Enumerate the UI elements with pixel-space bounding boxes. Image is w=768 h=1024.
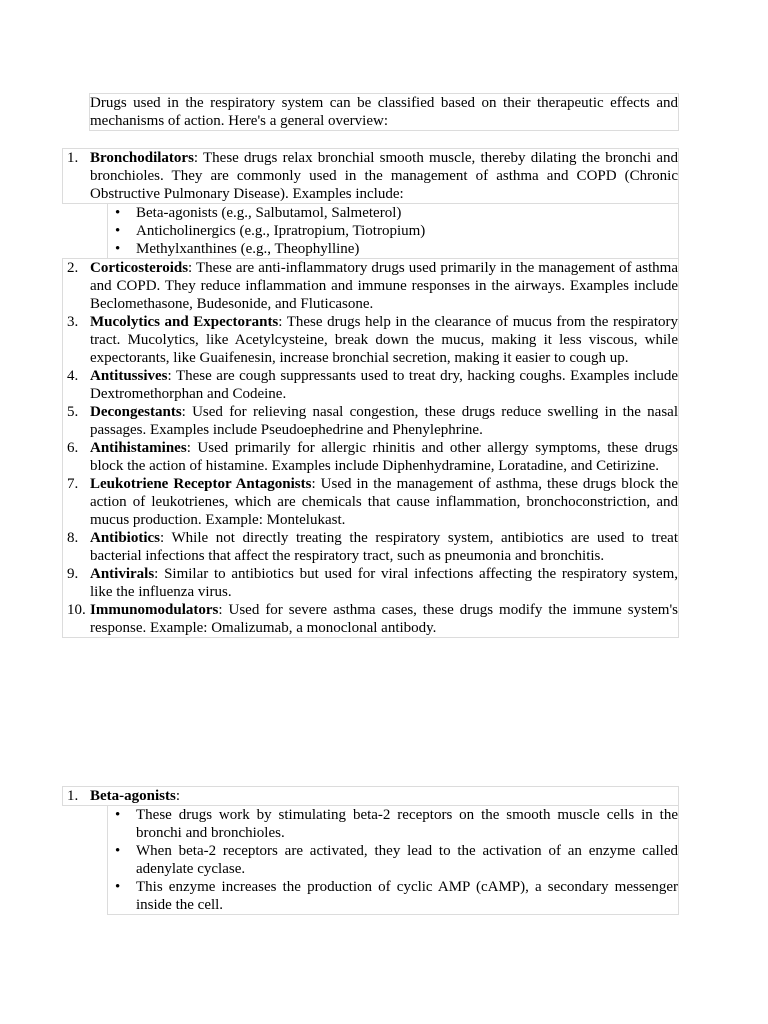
item-term: Mucolytics and Expectorants <box>90 314 279 330</box>
item-number: 3. <box>67 314 79 330</box>
item-number: 8. <box>67 530 79 546</box>
item-description: : While not directly treating the respiratory system, antibiotics are used to treat bacterial infections that affect the respiratory tract, such as pneumonia and bronchitis. <box>90 530 678 564</box>
item-content <box>90 403 678 439</box>
item-term: Bronchodilators <box>90 150 194 166</box>
drug-classes-list-part-2 <box>62 258 679 638</box>
item-term: Immunomodulators <box>90 602 219 618</box>
item-description: : <box>175 788 181 804</box>
item-term: Antihistamines <box>90 440 187 456</box>
item-content <box>90 367 678 403</box>
item-number: 9. <box>67 566 79 582</box>
list-item-corticosteroids <box>67 259 678 313</box>
intro-paragraph: Drugs used in the respiratory system can be classified based on their therapeutic effects and mechanisms of action. Here's a general overview: <box>90 95 678 129</box>
list-item: • When beta-2 receptors are activated, they lead to the activation of an enzyme called adenylate cyclase. <box>136 842 678 878</box>
item-content <box>90 259 678 313</box>
list-item-leukotriene-antagonists <box>67 475 678 529</box>
beta-agonist-mechanism-list <box>107 805 679 915</box>
item-content <box>90 601 678 637</box>
bullet-list <box>136 204 678 258</box>
item-number: 2. <box>67 260 79 276</box>
item-term: Beta-agonists <box>90 788 176 804</box>
item-content <box>90 149 678 203</box>
item-number: 5. <box>67 404 79 420</box>
item-term: Leukotriene Receptor Antagonists <box>90 476 312 492</box>
list-item: • Beta-agonists (e.g., Salbutamol, Salmeterol) <box>136 204 678 222</box>
item-number: 10. <box>67 602 86 618</box>
item-term: Antibiotics <box>90 530 161 546</box>
item-term: Antivirals <box>90 566 155 582</box>
list-item-antivirals <box>67 565 678 601</box>
item-content <box>90 475 678 529</box>
list-item-antihistamines <box>67 439 678 475</box>
item-number: 4. <box>67 368 79 384</box>
drug-classes-list-part-1 <box>62 148 679 204</box>
list-item: • Methylxanthines (e.g., Theophylline) <box>136 240 678 258</box>
item-term: Corticosteroids <box>90 260 189 276</box>
item-term: Antitussives <box>90 368 168 384</box>
item-description: : These are cough suppressants used to treat dry, hacking coughs. Examples include Dextromethorphan and Codeine. <box>90 368 678 402</box>
item-description: : Used primarily for allergic rhinitis and other allergy symptoms, these drugs block the action of histamine. Examples include Diphenhydramine, Loratadine, and Cetirizine. <box>90 440 678 474</box>
item-term: Decongestants <box>90 404 182 420</box>
item-number: 1. <box>67 788 79 804</box>
list-item: • This enzyme increases the production of cyclic AMP (cAMP), a secondary messenger inside the cell. <box>136 878 678 914</box>
item-description: : These are anti-inflammatory drugs used primarily in the management of asthma and COPD. They reduce inflammation and immune responses in the airways. Examples include Beclomethasone, Budesonide, and Fluticasone. <box>90 260 678 312</box>
bullet-list <box>136 806 678 914</box>
list-item: • These drugs work by stimulating beta-2 receptors on the smooth muscle cells in the bronchi and bronchioles. <box>136 806 678 842</box>
item-number: 7. <box>67 476 79 492</box>
list-item-immunomodulators <box>67 601 678 637</box>
item-description: : Similar to antibiotics but used for viral infections affecting the respiratory system, like the influenza virus. <box>90 566 678 600</box>
item-description: : Used in the management of asthma, these drugs block the action of leukotrienes, which are chemicals that cause inflammation, bronchoconstriction, and mucus production. Example: Montelukast. <box>90 476 678 528</box>
item-description: : Used for relieving nasal congestion, these drugs reduce swelling in the nasal passages. Examples include Pseudoephedrine and Phenylephrine. <box>90 404 678 438</box>
list-item-antitussives <box>67 367 678 403</box>
item-number: 6. <box>67 440 79 456</box>
list-item-bronchodilators <box>67 149 678 203</box>
item-content <box>90 529 678 565</box>
bronchodilator-examples-list <box>107 203 679 259</box>
list-item-decongestants <box>67 403 678 439</box>
list-item-mucolytics-expectorants <box>67 313 678 367</box>
item-description: : These drugs help in the clearance of mucus from the respiratory tract. Mucolytics, like Acetylcysteine, break down the mucus, making it less viscous, while expectorants, like Guaifenesin, increase bronchial secretion, making it easier to cough up. <box>90 314 678 366</box>
item-content <box>90 787 678 805</box>
list-item: • Anticholinergics (e.g., Ipratropium, Tiotropium) <box>136 222 678 240</box>
list-item-antibiotics <box>67 529 678 565</box>
item-content <box>90 565 678 601</box>
item-description: : Used for severe asthma cases, these drugs modify the immune system's response. Example: Omalizumab, a monoclonal antibody. <box>90 602 678 636</box>
list-item-beta-agonists <box>67 787 678 805</box>
item-number: 1. <box>67 150 79 166</box>
mechanisms-list <box>62 786 679 806</box>
item-content <box>90 313 678 367</box>
item-content <box>90 439 678 475</box>
item-description: : These drugs relax bronchial smooth muscle, thereby dilating the bronchi and bronchioles. They are commonly used in the management of asthma and COPD (Chronic Obstructive Pulmonary Disease). Examples include: <box>90 150 678 202</box>
